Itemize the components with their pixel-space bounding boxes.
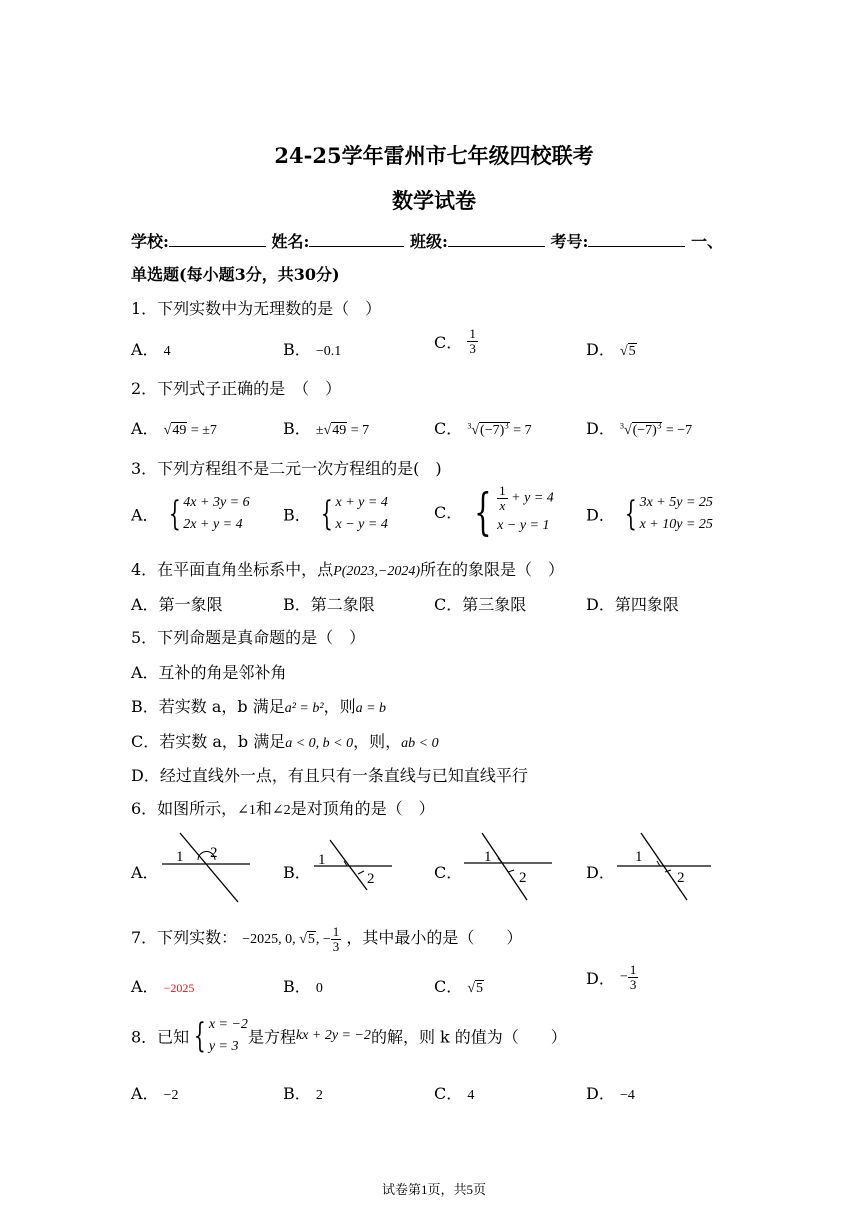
question-3-stem: 3．下列方程组不是二元一次方程组的是( ) — [131, 459, 442, 478]
question-8-stem: 8．已知 { x = −2 y = 3 是方程kx + 2y = −2的解，则 k 的值为（ ） — [131, 1016, 567, 1056]
q6-figure-a — [160, 830, 255, 905]
q7-option-d[interactable]: D． − $\frac{1}{3}$ — [586, 962, 637, 992]
question-6-stem: 6．如图所示，∠1和∠2是对顶角的是（ ） — [131, 799, 435, 818]
question-2-stem: 2．下列式子正确的是 （ ） — [131, 379, 342, 398]
angle-1-label: 1 — [176, 849, 184, 865]
class-field[interactable] — [448, 232, 545, 247]
q1-option-b[interactable]: B． −0.1 — [283, 340, 342, 359]
q3-option-b[interactable]: B． { x + y = 4 x − y = 4 — [283, 494, 388, 534]
angle-2-label: 2 — [677, 870, 685, 886]
question-1-stem: 1．下列实数中为无理数的是（ ） — [131, 299, 382, 318]
q6-option-a-letter[interactable]: A． — [131, 863, 159, 882]
q8-option-c[interactable]: C． 4 — [434, 1084, 475, 1103]
q7-option-c[interactable]: C． √5 — [434, 977, 484, 996]
q5-option-a[interactable]: A．互补的角是邻补角 — [131, 663, 287, 682]
exam-no-field[interactable] — [588, 232, 685, 247]
info-fields — [131, 229, 723, 252]
q3-option-d[interactable]: D． { 3x + 5y = 25 x + 10y = 25 — [586, 494, 713, 534]
q5-option-c[interactable]: C．若实数 a，b 满足a < 0, b < 0，则，ab < 0 — [131, 732, 439, 751]
q1-option-d[interactable]: D． √5 — [586, 340, 636, 359]
q6-figure-c — [462, 830, 557, 905]
angle-2-label: 2 — [367, 871, 375, 887]
angle-1-label: 1 — [318, 852, 326, 868]
angle-1-label: 1 — [635, 849, 643, 865]
q8-option-a[interactable]: A． −2 — [131, 1084, 179, 1103]
page-title: 24-25学年雷州市七年级四校联考 — [274, 143, 594, 168]
question-4-stem: 4．在平面直角坐标系中，点P(2023,−2024)所在的象限是（ ） — [131, 560, 565, 579]
school-field[interactable] — [169, 232, 266, 247]
q4-option-c[interactable]: C．第三象限 — [434, 595, 527, 614]
q2-option-b[interactable]: B． ±√49 = 7 — [283, 419, 370, 438]
name-label: 姓名: — [271, 232, 310, 251]
class-label: 班级: — [410, 232, 448, 251]
q6-figure-d — [615, 830, 715, 905]
angle-1-label: 1 — [484, 849, 492, 865]
q5-option-d[interactable]: D．经过直线外一点，有且只有一条直线与已知直线平行 — [131, 766, 528, 785]
q4-option-d[interactable]: D．第四象限 — [586, 595, 679, 614]
q4-option-a[interactable]: A．第一象限 — [131, 595, 223, 614]
q6-option-c-letter[interactable]: C． — [434, 863, 463, 882]
q7-option-a[interactable]: A． −2025 — [131, 977, 195, 996]
q4-option-b[interactable]: B．第二象限 — [283, 595, 375, 614]
q8-option-b[interactable]: B． 2 — [283, 1084, 323, 1103]
angle-2-label: 2 — [210, 845, 218, 861]
q7-option-b[interactable]: B． 0 — [283, 977, 323, 996]
q6-option-b-letter[interactable]: B． — [283, 863, 311, 882]
q3-option-a[interactable]: A． { 4x + 3y = 6 2x + y = 4 — [131, 494, 250, 534]
q2-option-c[interactable]: C． $^3√(-7)^3 = 7$ — [434, 419, 532, 438]
q3-option-c[interactable]: C． { $\frac{1}{x}$ + y = 4 x − y = 1 — [434, 482, 554, 541]
q5-option-b[interactable]: B．若实数 a，b 满足a² = b²，则a = b — [131, 697, 387, 716]
q1-option-a[interactable]: A． 4 — [131, 340, 171, 359]
page-subtitle: 数学试卷 — [392, 188, 476, 213]
school-label: 学校: — [131, 232, 169, 251]
name-field[interactable] — [309, 232, 404, 247]
question-7-stem: 7．下列实数： −2025, 0, √5, − $\frac{1}{3}$ ，其中最小的是（ ） — [131, 924, 523, 955]
question-5-stem: 5．下列命题是真命题的是（ ） — [131, 628, 366, 647]
section-title: 单选题(每小题3分，共30分) — [131, 265, 340, 284]
exam-no-label: 考号: — [550, 232, 589, 251]
q2-option-d[interactable]: D． $^3√(-7)^3 = -7$ — [586, 419, 693, 438]
q8-option-d[interactable]: D． −4 — [586, 1084, 635, 1103]
section-number: 一、 — [691, 232, 724, 251]
angle-2-label: 2 — [519, 870, 527, 886]
page-footer: 试卷第1页，共5页 — [381, 1182, 486, 1197]
q2-option-a[interactable]: A． √49 = ±7 — [131, 419, 217, 438]
q6-figure-b — [312, 835, 397, 895]
q1-option-c[interactable]: C． $\frac{1}{3}$ — [434, 326, 476, 356]
q6-option-d-letter[interactable]: D． — [586, 863, 615, 882]
